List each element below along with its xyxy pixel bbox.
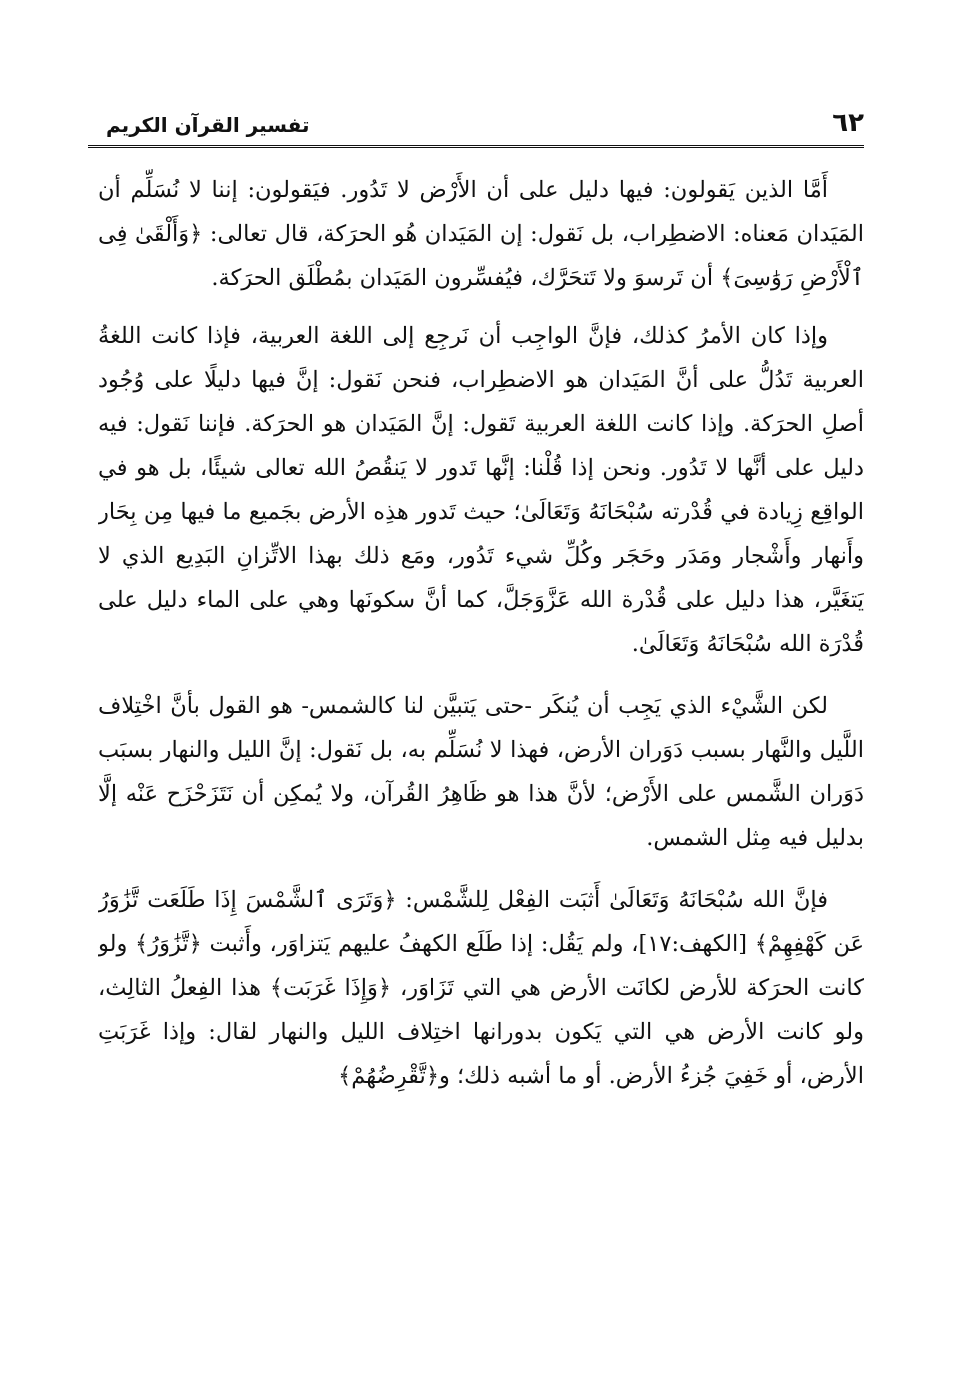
paragraph: فإنَّ الله سُبْحَانَهُ وَتَعَالَىٰ أَثبَت الفِعْل لِلشَّمْس: ﴿وَتَرَى ٱلشَّمْسَ إِذَا طَلَعَت تَّزَٰوَرُ عَن كَهْفِهِمْ﴾ [الكهف:١٧]، ولم يَقُل: إذا طَلَع الكهفُ عليهم يَتزاوَر، وأَثبت ﴿تَّزَٰوَرُ﴾ ولو كانت الحرَكة للأرض لكانَت الأرض هي التي تَزَاوَر، ﴿وَإِذَا غَرَبَت﴾ هذا الفِعلُ الثالِث، ولو كانت الأرض هي التي يَكون بدورانها اختِلاف الليل والنهار لقال: وإذا غَرَبَتِ الأرض، أو خَفِيَ جُزءُ الأرض. أو ما أشبه ذلك؛ و﴿تَّقْرِضُهُمْ﴾ bbox=[98, 887, 864, 1089]
paragraph: أَمَّا الذين يَقولون: فيها دليل على أن الأَرْض لا تَدُور. فيَقولون: إننا لا نُسَلِّم أن المَيَدان مَعناه: الاضطِراب، بل نَقول: إن المَيَدان هُو الحرَكة، قال تعالى: ﴿وَأَلْقَىٰ فِى ٱلْأَرْضِ رَوَٰسِىَ﴾ أن تَرسوَ ولا تَتحَرَّك، فيُفسِّرون المَيَدان بمُطْلَق الحرَكة. bbox=[98, 177, 864, 291]
header-rule bbox=[88, 145, 864, 148]
page-header bbox=[88, 100, 864, 148]
paragraph: لكن الشَّيْء الذي يَجِب أن يُنكَر -حتى يَتبيَّن لنا كالشمس- هو القول بأنَّ اخْتِلاف اللَّيل والنَّهار بسبب دَوَران الأرض، فهذا لا نُسَلِّم به، بل نَقول: إنَّ الليل والنهار بسبَب دَوَران الشَّمس على الأَرْض؛ لأنَّ هذا هو ظَاهِرُ القُرآن، ولا يُمكِن أن نَتَزَحْزَح عَنْه إلَّا بدليل فيه مِثل الشمس. bbox=[98, 693, 864, 851]
page-body bbox=[98, 168, 864, 1348]
book-title: تفسير القرآن الكريم bbox=[106, 113, 310, 137]
paragraph: وإذا كان الأمرُ كذلك، فإنَّ الواجِب أن نَرجِع إلى اللغة العربية، فإذا كانت اللغةُ العربية تَدُلُّ على أنَّ المَيَدان هو الاضطِراب، فنحن نَقول: إنَّ فيها دليلًا على وُجُود أصلِ الحرَكة. وإذا كانت اللغة العربية تَقول: إنَّ المَيَدان هو الحرَكة. فإننا نَقول: فيه دليل على أنَّها لا تَدُور. ونحن إذا قُلْنا: إنَّها تَدور لا يَنقُصُ الله تعالى شيئًا، بل هو في الواقِع زِيادة في قُدْرته سُبْحَانَهُ وَتَعَالَىٰ؛ حيث تَدور هذِه الأرض بجَميع ما فيها مِن بِحَار وأَنهار وأَشْجار ومَدَر وحَجَر وكُلِّ شيء تَدُور، ومَع ذلك بهذا الاتِّزانِ البَدِيع الذي لا يَتغَيَّر، هذا دليل على قُدْرة الله عَزَّوَجَلَّ، كما أنَّ سكونَها وهي على الماء دليل على قُدْرَة الله سُبْحَانَهُ وَتَعَالَىٰ. bbox=[98, 323, 864, 657]
page-number: ٦٢ bbox=[832, 108, 864, 138]
